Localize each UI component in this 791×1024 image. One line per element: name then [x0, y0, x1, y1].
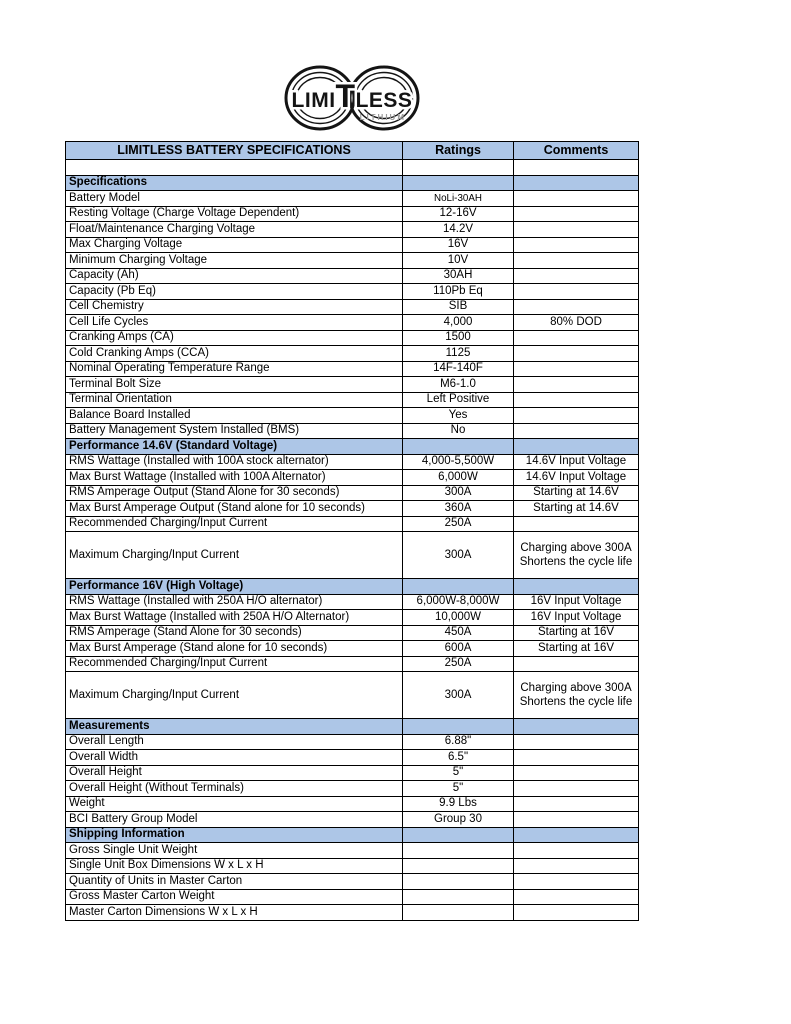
rating-cell: 250A [403, 656, 514, 672]
logo-brand-text: LIMITLESS [291, 78, 412, 114]
rating-cell: 4,000 [403, 315, 514, 331]
section-title-cell: Specifications [66, 175, 403, 191]
spec-label-cell: Float/Maintenance Charging Voltage [66, 222, 403, 238]
table-row [66, 346, 639, 362]
spec-label-cell: Max Charging Voltage [66, 237, 403, 253]
header-col-specifications: LIMITLESS BATTERY SPECIFICATIONS [66, 142, 403, 160]
comment-cell [514, 346, 639, 362]
spec-label-cell: Max Burst Amperage Output (Stand alone for 10 seconds) [66, 501, 403, 517]
section-empty-cell [403, 175, 514, 191]
comment-cell [514, 330, 639, 346]
table-row [66, 454, 639, 470]
spec-label-cell: Master Carton Dimensions W x L x H [66, 905, 403, 921]
comment-cell [514, 237, 639, 253]
spec-label-cell: Resting Voltage (Charge Voltage Dependent) [66, 206, 403, 222]
rating-cell: NoLi-30AH [403, 191, 514, 207]
section-empty-cell [514, 175, 639, 191]
rating-cell: No [403, 423, 514, 439]
logo-subtitle-text: LITHIUM [359, 113, 406, 122]
rating-cell: 250A [403, 516, 514, 532]
spec-label-cell: Balance Board Installed [66, 408, 403, 424]
comment-cell: 14.6V Input Voltage [514, 470, 639, 486]
spec-label-cell: RMS Amperage (Stand Alone for 30 seconds) [66, 625, 403, 641]
rating-cell: 300A [403, 485, 514, 501]
comment-cell [514, 656, 639, 672]
table-row [66, 781, 639, 797]
comment-cell: Starting at 16V [514, 641, 639, 657]
table-row [66, 284, 639, 300]
rating-cell: 6.5" [403, 750, 514, 766]
spec-label-cell: Overall Height (Without Terminals) [66, 781, 403, 797]
rating-cell: 110Pb Eq [403, 284, 514, 300]
table-row [66, 858, 639, 874]
rating-cell [403, 889, 514, 905]
table-row [66, 750, 639, 766]
rating-cell: 14F-140F [403, 361, 514, 377]
spec-label-cell: BCI Battery Group Model [66, 812, 403, 828]
rating-cell: 6.88" [403, 734, 514, 750]
spec-label-cell: Battery Management System Installed (BMS) [66, 423, 403, 439]
table-row [66, 843, 639, 859]
rating-cell: 14.2V [403, 222, 514, 238]
comment-cell [514, 812, 639, 828]
section-header-row [66, 175, 639, 191]
table-row [66, 299, 639, 315]
comment-cell: Starting at 14.6V [514, 485, 639, 501]
limitless-infinity-logo-icon [276, 64, 428, 136]
table-row [66, 330, 639, 346]
comment-cell [514, 284, 639, 300]
comment-cell: 14.6V Input Voltage [514, 454, 639, 470]
spec-label-cell: Gross Single Unit Weight [66, 843, 403, 859]
section-empty-cell [514, 439, 639, 455]
comment-cell: 16V Input Voltage [514, 594, 639, 610]
table-row [66, 470, 639, 486]
spec-label-cell: Cold Cranking Amps (CCA) [66, 346, 403, 362]
table-body [66, 160, 639, 921]
comment-cell [514, 843, 639, 859]
comment-cell [514, 734, 639, 750]
table-row [66, 253, 639, 269]
table-header-row [66, 142, 639, 160]
rating-cell: 300A [403, 532, 514, 579]
header-col-comments: Comments [514, 142, 639, 160]
table-row [66, 516, 639, 532]
comment-cell: Charging above 300A Shortens the cycle life [514, 672, 639, 719]
section-header-row [66, 439, 639, 455]
table-row [66, 408, 639, 424]
comment-cell: 80% DOD [514, 315, 639, 331]
table-row [66, 237, 639, 253]
rating-cell: 6,000W-8,000W [403, 594, 514, 610]
table-row [66, 501, 639, 517]
rating-cell: 5" [403, 781, 514, 797]
section-title-cell: Shipping Information [66, 827, 403, 843]
spec-label-cell: Single Unit Box Dimensions W x L x H [66, 858, 403, 874]
comment-cell [514, 858, 639, 874]
spec-label-cell: Recommended Charging/Input Current [66, 516, 403, 532]
rating-cell [403, 843, 514, 859]
comment-cell [514, 392, 639, 408]
table-row [66, 222, 639, 238]
section-title-cell: Measurements [66, 719, 403, 735]
rating-cell [403, 874, 514, 890]
table-row [66, 485, 639, 501]
spacer-cell [514, 160, 639, 176]
comment-cell [514, 796, 639, 812]
table-row [66, 656, 639, 672]
table-row [66, 874, 639, 890]
spec-label-cell: Terminal Bolt Size [66, 377, 403, 393]
rating-cell: Group 30 [403, 812, 514, 828]
spec-label-cell: Terminal Orientation [66, 392, 403, 408]
spec-label-cell: Minimum Charging Voltage [66, 253, 403, 269]
rating-cell: 12-16V [403, 206, 514, 222]
table-row [66, 889, 639, 905]
spec-label-cell: Capacity (Pb Eq) [66, 284, 403, 300]
comment-cell [514, 377, 639, 393]
spacer-cell [403, 160, 514, 176]
spec-label-cell: Cranking Amps (CA) [66, 330, 403, 346]
spec-label-cell: Quantity of Units in Master Carton [66, 874, 403, 890]
spec-label-cell: Capacity (Ah) [66, 268, 403, 284]
table-row [66, 191, 639, 207]
spec-label-cell: Overall Length [66, 734, 403, 750]
rating-cell: 300A [403, 672, 514, 719]
table-row [66, 905, 639, 921]
section-empty-cell [514, 827, 639, 843]
comment-cell [514, 299, 639, 315]
comment-cell [514, 408, 639, 424]
header-col-ratings: Ratings [403, 142, 514, 160]
spec-label-cell: RMS Amperage Output (Stand Alone for 30 seconds) [66, 485, 403, 501]
spec-label-cell: Max Burst Amperage (Stand alone for 10 seconds) [66, 641, 403, 657]
section-empty-cell [403, 827, 514, 843]
comment-cell [514, 206, 639, 222]
spec-label-cell: Maximum Charging/Input Current [66, 672, 403, 719]
table-row [66, 765, 639, 781]
spacer-row [66, 160, 639, 176]
spec-label-cell: Overall Height [66, 765, 403, 781]
spec-label-cell: Maximum Charging/Input Current [66, 532, 403, 579]
table-row [66, 532, 639, 579]
comment-cell [514, 750, 639, 766]
table-row [66, 625, 639, 641]
comment-cell [514, 191, 639, 207]
spec-label-cell: Weight [66, 796, 403, 812]
rating-cell: 450A [403, 625, 514, 641]
rating-cell: 600A [403, 641, 514, 657]
table-row [66, 315, 639, 331]
section-header-row [66, 827, 639, 843]
rating-cell [403, 858, 514, 874]
section-empty-cell [403, 439, 514, 455]
table-row [66, 423, 639, 439]
comment-cell [514, 253, 639, 269]
table-row [66, 610, 639, 626]
section-empty-cell [403, 579, 514, 595]
rating-cell [403, 905, 514, 921]
rating-cell: SIB [403, 299, 514, 315]
rating-cell: 5" [403, 765, 514, 781]
comment-cell [514, 781, 639, 797]
table-row [66, 268, 639, 284]
section-header-row [66, 579, 639, 595]
spec-label-cell: Gross Master Carton Weight [66, 889, 403, 905]
spec-label-cell: RMS Wattage (Installed with 100A stock alternator) [66, 454, 403, 470]
section-title-cell: Performance 16V (High Voltage) [66, 579, 403, 595]
rating-cell: 16V [403, 237, 514, 253]
rating-cell: 10,000W [403, 610, 514, 626]
table-row [66, 672, 639, 719]
rating-cell: 10V [403, 253, 514, 269]
comment-cell [514, 905, 639, 921]
rating-cell: 6,000W [403, 470, 514, 486]
rating-cell: 9.9 Lbs [403, 796, 514, 812]
table-row [66, 812, 639, 828]
comment-cell [514, 889, 639, 905]
rating-cell: 1500 [403, 330, 514, 346]
spec-label-cell: Overall Width [66, 750, 403, 766]
comment-cell: Charging above 300A Shortens the cycle life [514, 532, 639, 579]
comment-cell [514, 222, 639, 238]
spec-label-cell: Cell Life Cycles [66, 315, 403, 331]
comment-cell [514, 423, 639, 439]
rating-cell: M6-1.0 [403, 377, 514, 393]
rating-cell: 30AH [403, 268, 514, 284]
spec-label-cell: Battery Model [66, 191, 403, 207]
table-row [66, 594, 639, 610]
section-empty-cell [514, 719, 639, 735]
brand-logo [65, 64, 638, 136]
section-empty-cell [514, 579, 639, 595]
comment-cell [514, 361, 639, 377]
comment-cell [514, 268, 639, 284]
spec-label-cell: Max Burst Wattage (Installed with 100A Alternator) [66, 470, 403, 486]
section-header-row [66, 719, 639, 735]
rating-cell: 4,000-5,500W [403, 454, 514, 470]
comment-cell: 16V Input Voltage [514, 610, 639, 626]
section-title-cell: Performance 14.6V (Standard Voltage) [66, 439, 403, 455]
table-row [66, 377, 639, 393]
spec-label-cell: Cell Chemistry [66, 299, 403, 315]
spec-label-cell: RMS Wattage (Installed with 250A H/O alternator) [66, 594, 403, 610]
rating-cell: 1125 [403, 346, 514, 362]
section-empty-cell [403, 719, 514, 735]
comment-cell [514, 874, 639, 890]
table-row [66, 392, 639, 408]
spec-label-cell: Nominal Operating Temperature Range [66, 361, 403, 377]
rating-cell: 360A [403, 501, 514, 517]
spec-label-cell: Max Burst Wattage (Installed with 250A H/O Alternator) [66, 610, 403, 626]
table-row [66, 796, 639, 812]
rating-cell: Left Positive [403, 392, 514, 408]
comment-cell [514, 765, 639, 781]
comment-cell [514, 516, 639, 532]
spec-label-cell: Recommended Charging/Input Current [66, 656, 403, 672]
spacer-cell [66, 160, 403, 176]
table-row [66, 206, 639, 222]
table-row [66, 641, 639, 657]
comment-cell: Starting at 14.6V [514, 501, 639, 517]
rating-cell: Yes [403, 408, 514, 424]
comment-cell: Starting at 16V [514, 625, 639, 641]
table-row [66, 734, 639, 750]
battery-spec-table [65, 141, 639, 921]
table-row [66, 361, 639, 377]
